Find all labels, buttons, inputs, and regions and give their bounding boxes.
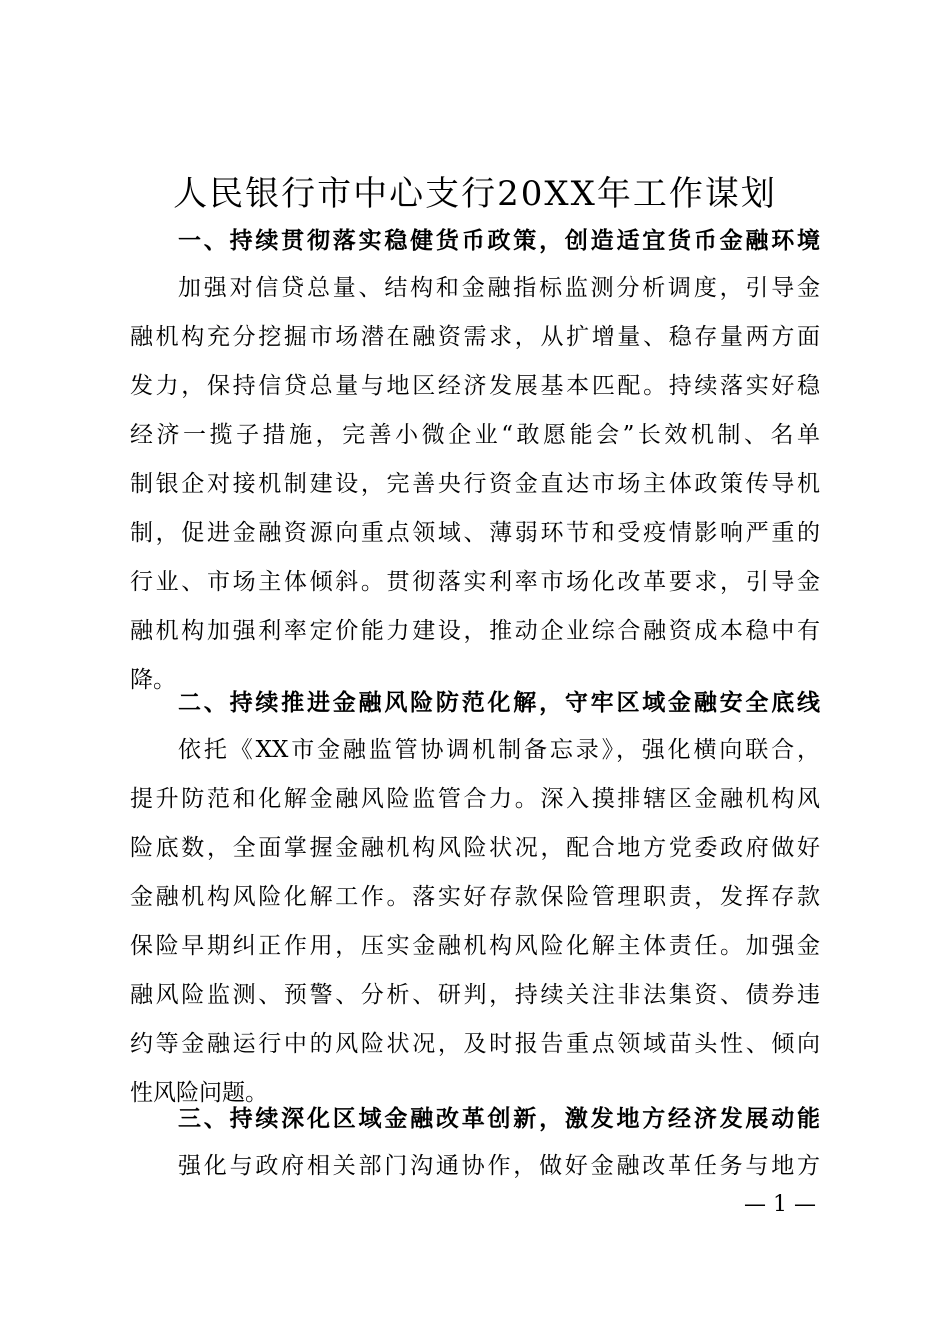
page-number: — 1 — bbox=[744, 1192, 816, 1217]
paragraph-line: 金融机构风险化解工作。落实好存款保险管理职责，发挥存款 bbox=[130, 884, 820, 910]
section-paragraph-1 bbox=[130, 264, 820, 705]
paragraph-line: 约等金融运行中的风险状况，及时报告重点领域苗头性、倾向 bbox=[130, 1031, 820, 1057]
paragraph-line: 险底数，全面掌握金融机构风险状况，配合地方党委政府做好 bbox=[130, 835, 820, 861]
paragraph-line: 制，促进金融资源向重点领域、薄弱环节和受疫情影响严重的 bbox=[130, 520, 820, 546]
section-heading-3: 三、持续深化区域金融改革创新，激发地方经济发展动能 bbox=[178, 1106, 820, 1132]
paragraph-line: 性风险问题。 bbox=[130, 1080, 268, 1106]
document-title: 人民银行市中心支行20XX年工作谋划 bbox=[173, 174, 777, 214]
paragraph-line: 行业、市场主体倾斜。贯彻落实利率市场化改革要求，引导金 bbox=[130, 569, 820, 595]
paragraph-line: 降。 bbox=[130, 667, 176, 693]
section-paragraph-3 bbox=[130, 1142, 820, 1191]
paragraph-line: 提升防范和化解金融风险监管合力。深入摸排辖区金融机构风 bbox=[130, 786, 820, 812]
paragraph-line: 融机构充分挖掘市场潜在融资需求，从扩增量、稳存量两方面 bbox=[130, 324, 820, 350]
paragraph-line: 制银企对接机制建设，完善央行资金直达市场主体政策传导机 bbox=[130, 471, 820, 497]
paragraph-line: 加强对信贷总量、结构和金融指标监测分析调度，引导金 bbox=[178, 275, 820, 301]
paragraph-line: 依托《XX市金融监管协调机制备忘录》，强化横向联合， bbox=[178, 737, 820, 763]
paragraph-line: 融风险监测、预警、分析、研判，持续关注非法集资、债券违 bbox=[130, 982, 820, 1008]
section-paragraph-2 bbox=[130, 726, 820, 1118]
section-heading-2: 二、持续推进金融风险防范化解，守牢区域金融安全底线 bbox=[178, 690, 820, 716]
paragraph-line: 发力，保持信贷总量与地区经济发展基本匹配。持续落实好稳 bbox=[130, 373, 820, 399]
paragraph-line: 保险早期纠正作用，压实金融机构风险化解主体责任。加强金 bbox=[130, 933, 820, 959]
paragraph-line: 融机构加强利率定价能力建设，推动企业综合融资成本稳中有 bbox=[130, 618, 820, 644]
paragraph-line: 经济一揽子措施，完善小微企业“敢愿能会”长效机制、名单 bbox=[130, 422, 820, 448]
paragraph-line: 强化与政府相关部门沟通协作，做好金融改革任务与地方 bbox=[178, 1153, 820, 1179]
section-heading-1: 一、持续贯彻落实稳健货币政策，创造适宜货币金融环境 bbox=[178, 228, 820, 254]
